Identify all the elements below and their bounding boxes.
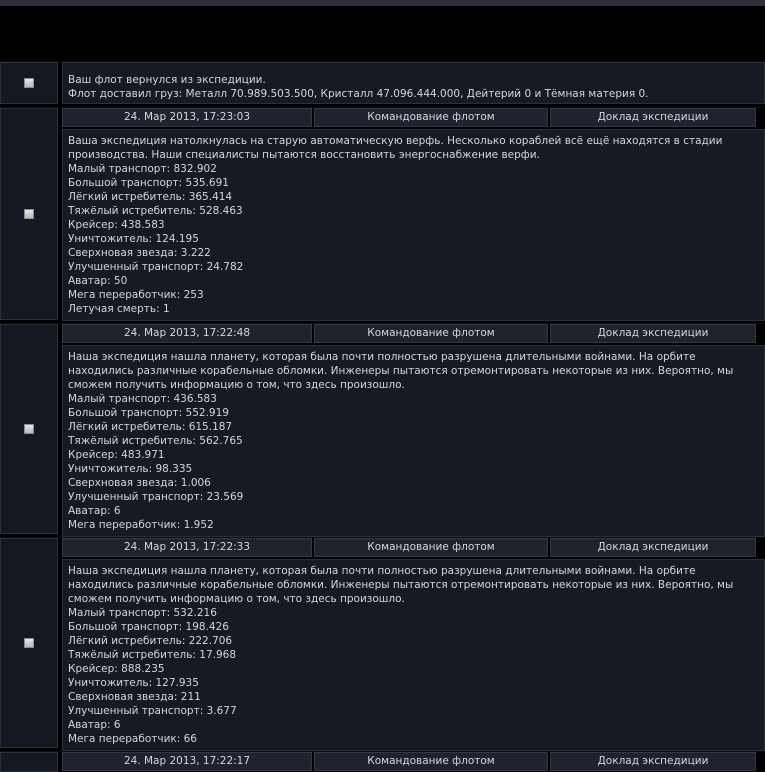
message-line: Мега переработчик: 253 [68, 289, 204, 301]
message-header [62, 538, 765, 557]
message-line: Улучшенный транспорт: 3.677 [68, 705, 237, 717]
message-checkbox[interactable] [24, 638, 34, 648]
message-line: Мега переработчик: 1.952 [68, 519, 214, 531]
message-subject[interactable]: Доклад экспедиции [550, 324, 756, 343]
message-checkbox[interactable] [24, 209, 34, 219]
message-line: Крейсер: 483.971 [68, 449, 165, 461]
message-select-cell[interactable] [0, 752, 58, 772]
message-body [62, 62, 765, 104]
message-checkbox[interactable] [24, 424, 34, 434]
message-line: Летучая смерть: 1 [68, 303, 170, 315]
message-line: Лёгкий истребитель: 615.187 [68, 421, 233, 433]
message-sender: Командование флотом [314, 538, 548, 557]
message-line: Крейсер: 438.583 [68, 219, 165, 231]
message-line: Улучшенный транспорт: 23.569 [68, 491, 244, 503]
message-line: Большой транспорт: 552.919 [68, 407, 229, 419]
message-date: 24. Мар 2013, 17:22:33 [62, 538, 312, 557]
message-subject[interactable]: Доклад экспедиции [550, 108, 756, 127]
message-text: Наша экспедиция нашла планету, которая была почти полностью разрушена длительными войнами. На орбите находились различные корабельные обломки. Инженеры пытаются отремонтировать некоторые из них. Вероятно, мы сможем получить информацию о том, что здесь произошло. [68, 351, 734, 391]
message-row [0, 751, 765, 772]
message-row [0, 107, 765, 320]
message-row [0, 537, 765, 748]
message-line: Большой транспорт: 198.426 [68, 621, 229, 633]
message-row [0, 61, 765, 104]
message-body [62, 345, 765, 537]
message-text: Ваш флот вернулся из экспедиции. [68, 74, 266, 86]
message-header [62, 108, 765, 127]
message-line: Большой транспорт: 535.691 [68, 177, 229, 189]
message-line: Улучшенный транспорт: 24.782 [68, 261, 244, 273]
message-line: Уничтожитель: 124.195 [68, 233, 199, 245]
message-line: Уничтожитель: 98.335 [68, 463, 193, 475]
message-date: 24. Мар 2013, 17:23:03 [62, 108, 312, 127]
message-line: Сверхновая звезда: 3.222 [68, 247, 211, 259]
message-line: Мега переработчик: 66 [68, 733, 197, 745]
message-select-cell[interactable] [0, 108, 58, 320]
message-body [62, 559, 765, 751]
message-text: Наша экспедиция нашла планету, которая была почти полностью разрушена длительными войнами. На орбите находились различные корабельные обломки. Инженеры пытаются отремонтировать некоторые из них. Вероятно, мы сможем получить информацию о том, что здесь произошло. [68, 565, 734, 605]
page-header-area [0, 6, 765, 61]
message-sender: Командование флотом [314, 108, 548, 127]
message-line: Аватар: 50 [68, 275, 128, 287]
message-line: Малый транспорт: 832.902 [68, 163, 217, 175]
message-select-cell[interactable] [0, 538, 58, 748]
message-row [0, 323, 765, 534]
message-list [0, 61, 765, 772]
message-line: Сверхновая звезда: 1.006 [68, 477, 211, 489]
message-body [62, 129, 765, 321]
message-line: Сверхновая звезда: 211 [68, 691, 201, 703]
message-line: Уничтожитель: 127.935 [68, 677, 199, 689]
message-line: Лёгкий истребитель: 222.706 [68, 635, 233, 647]
message-subject[interactable]: Доклад экспедиции [550, 752, 756, 771]
message-sender: Командование флотом [314, 752, 548, 771]
message-date: 24. Мар 2013, 17:22:48 [62, 324, 312, 343]
message-line: Малый транспорт: 436.583 [68, 393, 217, 405]
message-line: Тяжёлый истребитель: 528.463 [68, 205, 243, 217]
message-header [62, 324, 765, 343]
message-sender: Командование флотом [314, 324, 548, 343]
message-line: Тяжёлый истребитель: 562.765 [68, 435, 243, 447]
message-line: Малый транспорт: 532.216 [68, 607, 217, 619]
message-select-cell[interactable] [0, 324, 58, 534]
message-line: Аватар: 6 [68, 505, 121, 517]
message-subject[interactable]: Доклад экспедиции [550, 538, 756, 557]
message-line: Аватар: 6 [68, 719, 121, 731]
message-checkbox[interactable] [24, 78, 34, 88]
message-line: Лёгкий истребитель: 365.414 [68, 191, 233, 203]
message-line: Флот доставил груз: Металл 70.989.503.500, Кристалл 47.096.444.000, Дейтерий 0 и Тёмная материя 0. [68, 88, 649, 100]
message-line: Тяжёлый истребитель: 17.968 [68, 649, 237, 661]
message-date: 24. Мар 2013, 17:22:17 [62, 752, 312, 771]
message-text: Ваша экспедиция натолкнулась на старую автоматическую верфь. Несколько кораблей всё ещё находятся в стадии производства. Наши специалисты пытаются восстановить энергоснабжение верфи. [68, 135, 723, 161]
message-line: Крейсер: 888.235 [68, 663, 165, 675]
message-select-cell[interactable] [0, 62, 58, 104]
